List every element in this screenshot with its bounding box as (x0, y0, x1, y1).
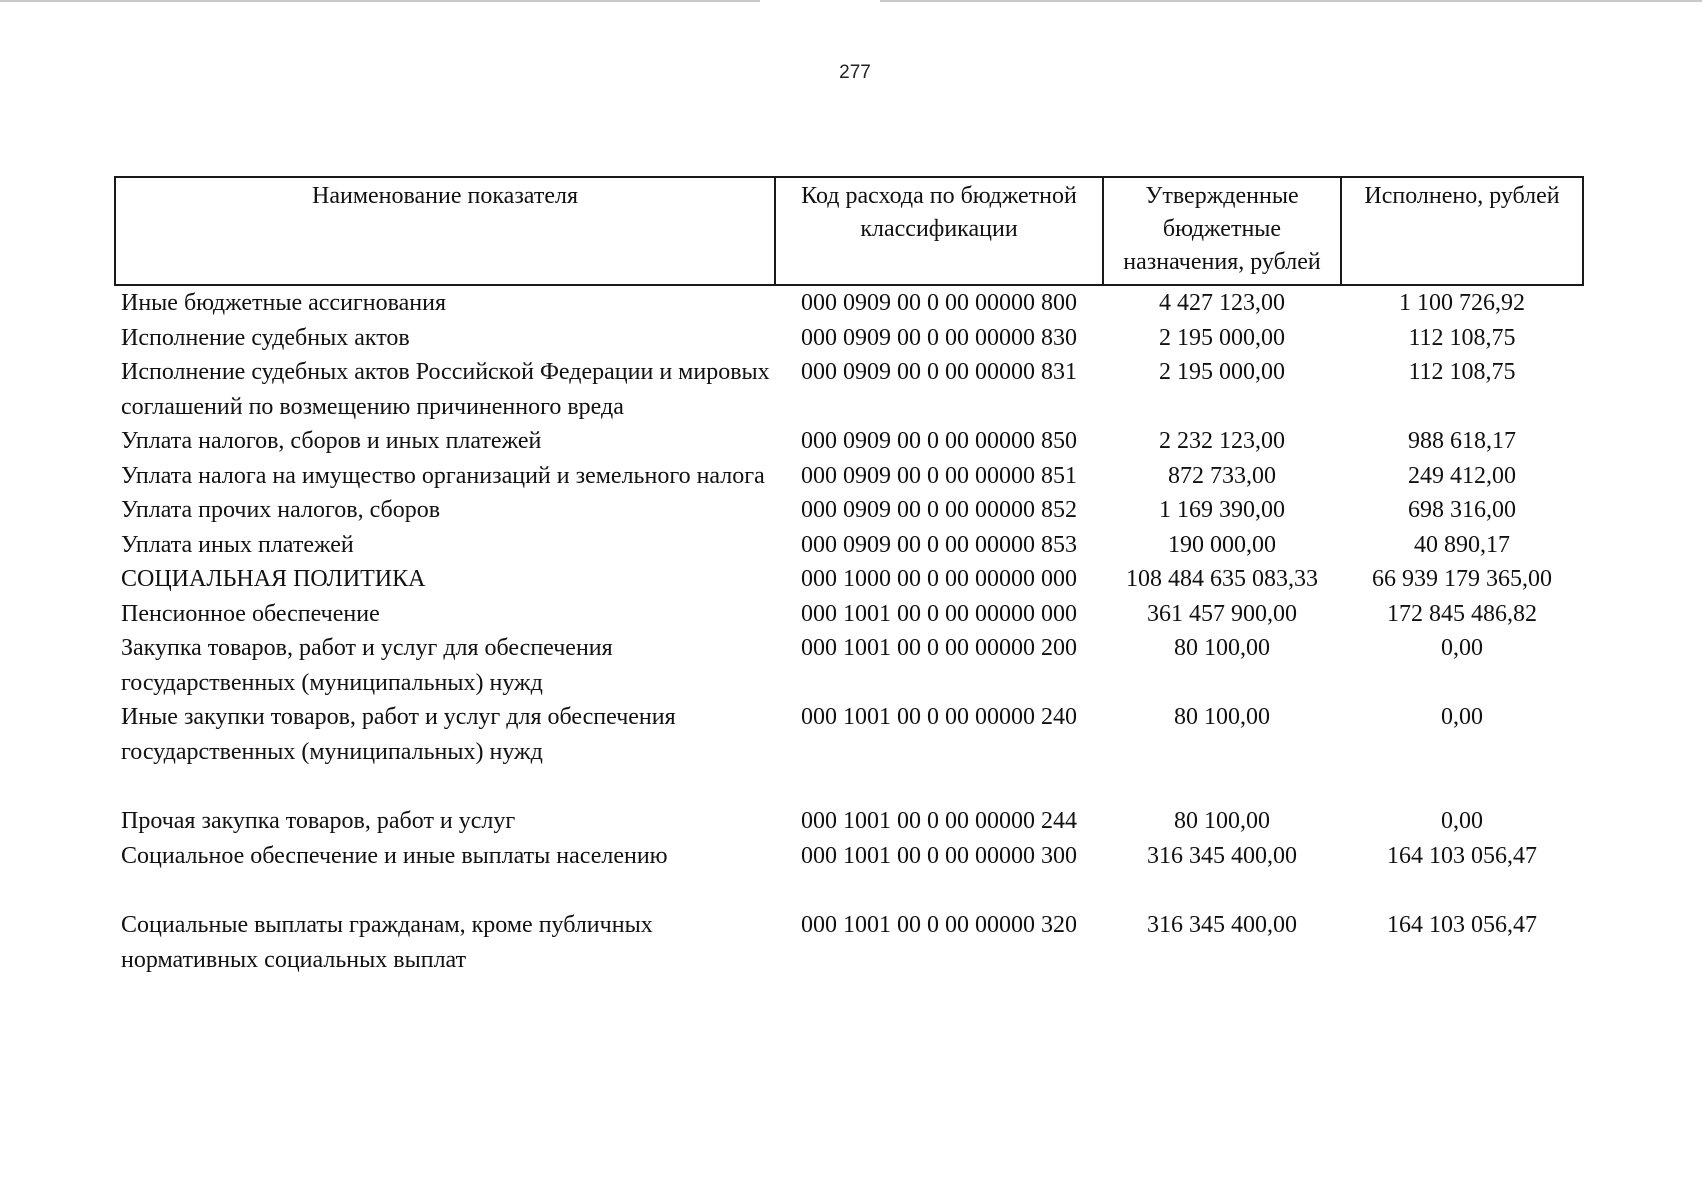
row-code: 000 1001 00 0 00 00000 320 (801, 912, 1077, 938)
row-done: 164 103 056,47 (1387, 842, 1537, 869)
row-name: Исполнение судебных актов Российской Федерации и мировых соглашений по возмещению причиненного вреда (121, 359, 770, 420)
row-done: 172 845 486,82 (1387, 600, 1537, 627)
scan-edge-right (880, 0, 1702, 2)
row-done: 0,00 (1441, 704, 1483, 730)
row-done: 988 618,17 (1408, 428, 1516, 454)
row-name: Иные бюджетные ассигнования (121, 290, 446, 316)
row-done: 40 890,17 (1414, 531, 1510, 558)
table-row (115, 493, 1583, 528)
row-done: 0,00 (1441, 635, 1483, 661)
table-row (115, 597, 1583, 632)
scan-edge-left (0, 0, 760, 2)
table-row (115, 804, 1583, 839)
row-plan: 4 427 123,00 (1159, 290, 1285, 316)
row-code: 000 1001 00 0 00 00000 240 (801, 704, 1077, 730)
row-plan: 2 232 123,00 (1159, 428, 1285, 454)
table-row (115, 528, 1583, 563)
row-code: 000 0909 00 0 00 00000 851 (801, 462, 1077, 489)
row-code: 000 0909 00 0 00 00000 850 (801, 428, 1077, 454)
row-name: Уплата налогов, сборов и иных платежей (121, 428, 542, 454)
header-done: Исполнено, рублей (1341, 177, 1583, 285)
row-code: 000 0909 00 0 00 00000 800 (801, 290, 1077, 316)
row-name: Иные закупки товаров, работ и услуг для обеспечения государственных (муниципальных) нужд (121, 704, 676, 765)
row-plan: 316 345 400,00 (1147, 912, 1297, 938)
row-name: Закупка товаров, работ и услуг для обеспечения государственных (муниципальных) нужд (121, 635, 613, 696)
row-done: 249 412,00 (1408, 462, 1516, 489)
row-name: Уплата налога на имущество организаций и земельного налога (121, 462, 765, 489)
row-plan: 361 457 900,00 (1147, 600, 1297, 627)
row-name: СОЦИАЛЬНАЯ ПОЛИТИКА (121, 566, 426, 592)
row-done: 0,00 (1441, 808, 1483, 834)
budget-execution-table (114, 176, 1584, 977)
row-done: 66 939 179 365,00 (1372, 566, 1552, 592)
page-number: 277 (839, 62, 871, 83)
row-plan: 2 195 000,00 (1159, 359, 1285, 385)
row-done: 112 108,75 (1408, 359, 1516, 385)
table-row (115, 562, 1583, 597)
table-row (115, 839, 1583, 909)
row-plan: 80 100,00 (1174, 704, 1270, 730)
row-done: 164 103 056,47 (1387, 912, 1537, 938)
table-row (115, 424, 1583, 459)
row-plan: 190 000,00 (1168, 531, 1276, 558)
header-plan: Утвержденные бюджетные назначения, рублей (1103, 177, 1341, 285)
table-row (115, 321, 1583, 356)
row-plan: 80 100,00 (1174, 808, 1270, 834)
row-plan: 80 100,00 (1174, 635, 1270, 661)
row-name: Социальные выплаты гражданам, кроме публичных нормативных социальных выплат (121, 912, 653, 973)
row-name: Уплата иных платежей (121, 531, 354, 558)
table-body (115, 285, 1583, 977)
row-code: 000 0909 00 0 00 00000 830 (801, 324, 1077, 351)
table-row (115, 459, 1583, 494)
row-code: 000 1001 00 0 00 00000 300 (801, 842, 1077, 869)
row-plan: 316 345 400,00 (1147, 842, 1297, 869)
row-name: Исполнение судебных актов (121, 324, 410, 351)
row-code: 000 1001 00 0 00 00000 000 (801, 600, 1077, 627)
row-done: 698 316,00 (1408, 497, 1516, 523)
row-done: 112 108,75 (1408, 324, 1516, 351)
row-code: 000 0909 00 0 00 00000 831 (801, 359, 1077, 385)
table-row (115, 285, 1583, 321)
row-name: Прочая закупка товаров, работ и услуг (121, 808, 516, 834)
header-name: Наименование показателя (115, 177, 775, 285)
row-plan: 2 195 000,00 (1159, 324, 1285, 351)
row-plan: 872 733,00 (1168, 462, 1276, 489)
row-plan: 1 169 390,00 (1159, 497, 1285, 523)
table-row (115, 631, 1583, 700)
row-code: 000 0909 00 0 00 00000 853 (801, 531, 1077, 558)
row-done: 1 100 726,92 (1399, 290, 1525, 316)
table-row (115, 908, 1583, 977)
table-header (115, 177, 1583, 285)
table-row (115, 355, 1583, 424)
row-name: Социальное обеспечение и иные выплаты населению (121, 842, 668, 869)
table-row (115, 700, 1583, 804)
row-code: 000 1000 00 0 00 00000 000 (801, 566, 1077, 592)
header-row (115, 177, 1583, 285)
row-code: 000 1001 00 0 00 00000 200 (801, 635, 1077, 661)
row-plan: 108 484 635 083,33 (1126, 566, 1318, 592)
row-code: 000 1001 00 0 00 00000 244 (801, 808, 1077, 834)
header-code: Код расхода по бюджетной классификации (775, 177, 1103, 285)
row-name: Уплата прочих налогов, сборов (121, 497, 441, 523)
row-code: 000 0909 00 0 00 00000 852 (801, 497, 1077, 523)
row-name: Пенсионное обеспечение (121, 600, 380, 627)
